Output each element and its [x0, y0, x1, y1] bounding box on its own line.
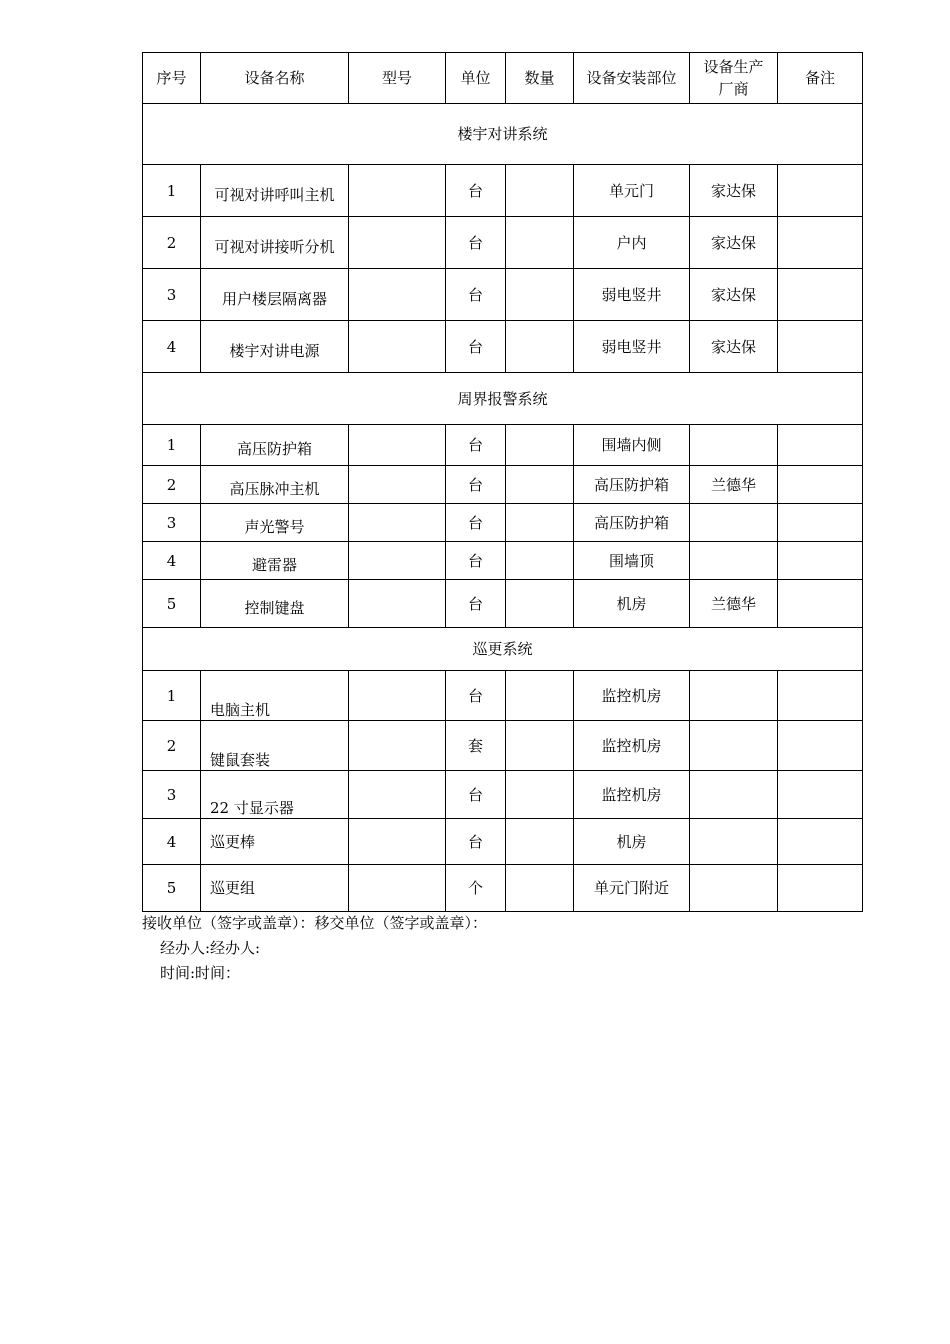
cell-seq: 5 [143, 580, 201, 628]
table-row [143, 865, 863, 912]
cell-remark [778, 771, 863, 819]
cell-name: 可视对讲接听分机 [201, 217, 349, 269]
section-title: 周界报警系统 [143, 373, 863, 425]
cell-unit: 台 [446, 217, 506, 269]
cell-unit: 台 [446, 580, 506, 628]
cell-location: 弱电竖井 [574, 321, 690, 373]
header-seq: 序号 [143, 53, 201, 104]
cell-seq: 4 [143, 321, 201, 373]
table-row [143, 321, 863, 373]
cell-qty [506, 466, 574, 504]
cell-model [349, 542, 446, 580]
cell-name: 键鼠套装 [201, 721, 349, 771]
cell-qty [506, 865, 574, 912]
section-row-perimeter-alarm [143, 373, 863, 425]
signature-date-line: 时间:时间： [160, 964, 241, 982]
signature-handler-line: 经办人:经办人: [160, 939, 261, 957]
cell-model [349, 721, 446, 771]
cell-qty [506, 269, 574, 321]
cell-remark [778, 425, 863, 466]
cell-qty [506, 321, 574, 373]
cell-qty [506, 504, 574, 542]
cell-name: 声光警号 [201, 504, 349, 542]
cell-name: 巡更组 [201, 865, 349, 912]
cell-remark [778, 217, 863, 269]
cell-name: 楼宇对讲电源 [201, 321, 349, 373]
cell-model [349, 269, 446, 321]
cell-location: 单元门 [574, 165, 690, 217]
cell-seq: 2 [143, 721, 201, 771]
cell-unit: 台 [446, 542, 506, 580]
table-row [143, 771, 863, 819]
header-unit: 单位 [446, 53, 506, 104]
table-row [143, 671, 863, 721]
cell-seq: 4 [143, 819, 201, 865]
cell-name: 22 寸显示器 [201, 771, 349, 819]
cell-name: 巡更棒 [201, 819, 349, 865]
cell-qty [506, 542, 574, 580]
cell-seq: 2 [143, 466, 201, 504]
cell-maker: 家达保 [690, 217, 778, 269]
cell-model [349, 321, 446, 373]
cell-maker [690, 671, 778, 721]
cell-maker: 家达保 [690, 321, 778, 373]
cell-unit: 套 [446, 721, 506, 771]
cell-model [349, 217, 446, 269]
cell-maker: 兰德华 [690, 466, 778, 504]
cell-maker [690, 771, 778, 819]
cell-unit: 台 [446, 504, 506, 542]
cell-seq: 1 [143, 425, 201, 466]
signature-block [142, 911, 862, 986]
cell-qty [506, 165, 574, 217]
cell-maker [690, 504, 778, 542]
cell-remark [778, 542, 863, 580]
signature-units-line: 接收单位（签字或盖章）：移交单位（签字或盖章）： [142, 914, 488, 932]
cell-model [349, 580, 446, 628]
cell-maker: 家达保 [690, 165, 778, 217]
equipment-handover-table [142, 52, 863, 912]
cell-location: 监控机房 [574, 721, 690, 771]
cell-unit: 台 [446, 771, 506, 819]
cell-seq: 2 [143, 217, 201, 269]
header-remark: 备注 [778, 53, 863, 104]
header-location: 设备安装部位 [574, 53, 690, 104]
cell-qty [506, 819, 574, 865]
cell-unit: 台 [446, 466, 506, 504]
section-row-intercom [143, 104, 863, 165]
header-model: 型号 [349, 53, 446, 104]
cell-unit: 台 [446, 425, 506, 466]
table-row [143, 504, 863, 542]
cell-remark [778, 819, 863, 865]
cell-remark [778, 580, 863, 628]
cell-seq: 1 [143, 671, 201, 721]
cell-unit: 台 [446, 819, 506, 865]
cell-location: 机房 [574, 580, 690, 628]
cell-qty [506, 721, 574, 771]
header-row [143, 53, 863, 104]
table-row [143, 425, 863, 466]
cell-seq: 5 [143, 865, 201, 912]
cell-remark [778, 865, 863, 912]
cell-unit: 个 [446, 865, 506, 912]
cell-location: 高压防护箱 [574, 466, 690, 504]
cell-model [349, 425, 446, 466]
cell-model [349, 771, 446, 819]
header-maker-line2: 厂商 [718, 80, 749, 98]
cell-location: 围墙内侧 [574, 425, 690, 466]
cell-remark [778, 504, 863, 542]
cell-location: 户内 [574, 217, 690, 269]
cell-remark [778, 269, 863, 321]
cell-maker [690, 542, 778, 580]
cell-maker [690, 819, 778, 865]
cell-unit: 台 [446, 269, 506, 321]
cell-qty [506, 217, 574, 269]
cell-name: 可视对讲呼叫主机 [201, 165, 349, 217]
cell-maker [690, 721, 778, 771]
cell-maker: 家达保 [690, 269, 778, 321]
cell-model [349, 865, 446, 912]
cell-remark [778, 165, 863, 217]
header-maker [690, 53, 778, 104]
cell-location: 弱电竖井 [574, 269, 690, 321]
cell-name: 高压脉冲主机 [201, 466, 349, 504]
section-row-patrol [143, 628, 863, 671]
table-row [143, 721, 863, 771]
cell-unit: 台 [446, 321, 506, 373]
cell-location: 机房 [574, 819, 690, 865]
cell-location: 监控机房 [574, 771, 690, 819]
cell-remark [778, 671, 863, 721]
cell-model [349, 165, 446, 217]
cell-name: 控制键盘 [201, 580, 349, 628]
cell-remark [778, 466, 863, 504]
cell-maker [690, 865, 778, 912]
cell-model [349, 819, 446, 865]
cell-unit: 台 [446, 165, 506, 217]
table-row [143, 580, 863, 628]
cell-seq: 1 [143, 165, 201, 217]
cell-location: 围墙顶 [574, 542, 690, 580]
section-title: 楼宇对讲系统 [143, 104, 863, 165]
cell-name: 用户楼层隔离器 [201, 269, 349, 321]
table-row [143, 269, 863, 321]
cell-location: 单元门附近 [574, 865, 690, 912]
cell-maker [690, 425, 778, 466]
cell-maker: 兰德华 [690, 580, 778, 628]
cell-qty [506, 671, 574, 721]
table-row [143, 542, 863, 580]
header-name: 设备名称 [201, 53, 349, 104]
cell-remark [778, 321, 863, 373]
cell-qty [506, 771, 574, 819]
cell-unit: 台 [446, 671, 506, 721]
table-row [143, 819, 863, 865]
cell-qty [506, 425, 574, 466]
cell-seq: 3 [143, 504, 201, 542]
section-title: 巡更系统 [143, 628, 863, 671]
table-row [143, 466, 863, 504]
cell-remark [778, 721, 863, 771]
cell-qty [506, 580, 574, 628]
cell-name: 电脑主机 [201, 671, 349, 721]
header-maker-line1: 设备生产 [703, 58, 764, 76]
cell-seq: 4 [143, 542, 201, 580]
table-row [143, 217, 863, 269]
cell-seq: 3 [143, 771, 201, 819]
cell-location: 高压防护箱 [574, 504, 690, 542]
cell-seq: 3 [143, 269, 201, 321]
header-qty: 数量 [506, 53, 574, 104]
cell-name: 高压防护箱 [201, 425, 349, 466]
table-row [143, 165, 863, 217]
cell-model [349, 466, 446, 504]
cell-location: 监控机房 [574, 671, 690, 721]
cell-model [349, 504, 446, 542]
cell-model [349, 671, 446, 721]
cell-name: 避雷器 [201, 542, 349, 580]
